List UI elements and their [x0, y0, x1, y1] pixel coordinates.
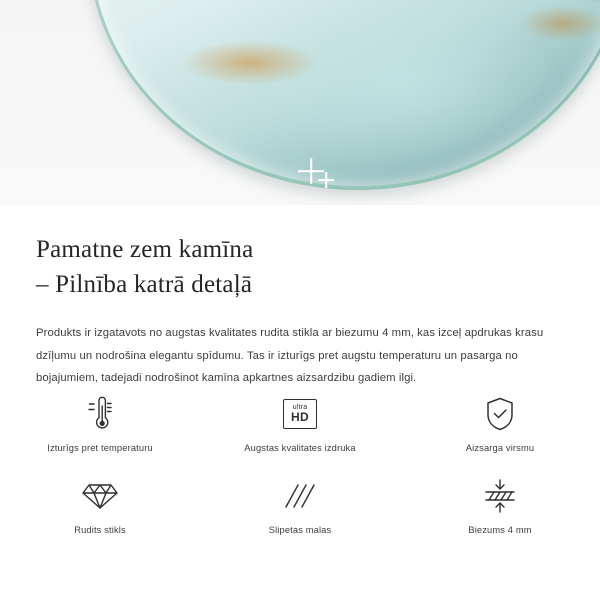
- headline-line-1: Pamatne zem kamīna: [36, 236, 254, 263]
- ultra-hd-badge-top: ultra: [292, 404, 308, 412]
- shield-check-icon: [484, 393, 516, 435]
- feature-item-surface-protection: [400, 393, 600, 453]
- hero-image: [0, 0, 600, 205]
- feature-label: Slipetas malas: [268, 525, 332, 535]
- feature-item-tempered-glass: [0, 475, 200, 535]
- thermometer-icon: [86, 393, 114, 435]
- feature-item-polished-edges: [200, 475, 400, 535]
- headline-line-2: – Pilnība katrā detaļā: [36, 270, 253, 298]
- thickness-arrows-icon: [483, 475, 517, 517]
- feature-label: Biezums 4 mm: [468, 525, 532, 535]
- feature-item-print-quality: [200, 393, 400, 453]
- body-paragraph: Produkts ir izgatavots no augstas kvalitates rudita stikla ar biezumu 4 mm, kas izceļ apdrukas krasu dzīļumu un nodrošina elegantu spīdumu. Tas ir izturīgs pret augstu temperaturu un pasarga no bojajumiem, tadejadi nodrošinot kamīna apkartnes aizsardzibu gadiem ilgi.: [36, 327, 544, 385]
- feature-item-temperature: [0, 393, 200, 453]
- polished-edges-icon: [283, 475, 317, 517]
- ultra-hd-badge-bottom: HD: [291, 410, 309, 425]
- ultra-hd-icon: [283, 393, 317, 435]
- diamond-icon: [82, 475, 118, 517]
- feature-label: Aizsarga virsmu: [465, 443, 535, 453]
- feature-grid: [0, 393, 600, 535]
- text-content: [0, 205, 600, 390]
- feature-label: Izturīgs pret temperaturu: [47, 443, 153, 453]
- feature-label: Rudits stikls: [74, 525, 126, 535]
- feature-label: Augstas kvalitates izdruka: [244, 443, 356, 453]
- page-title: [36, 233, 564, 302]
- feature-item-thickness: [400, 475, 600, 535]
